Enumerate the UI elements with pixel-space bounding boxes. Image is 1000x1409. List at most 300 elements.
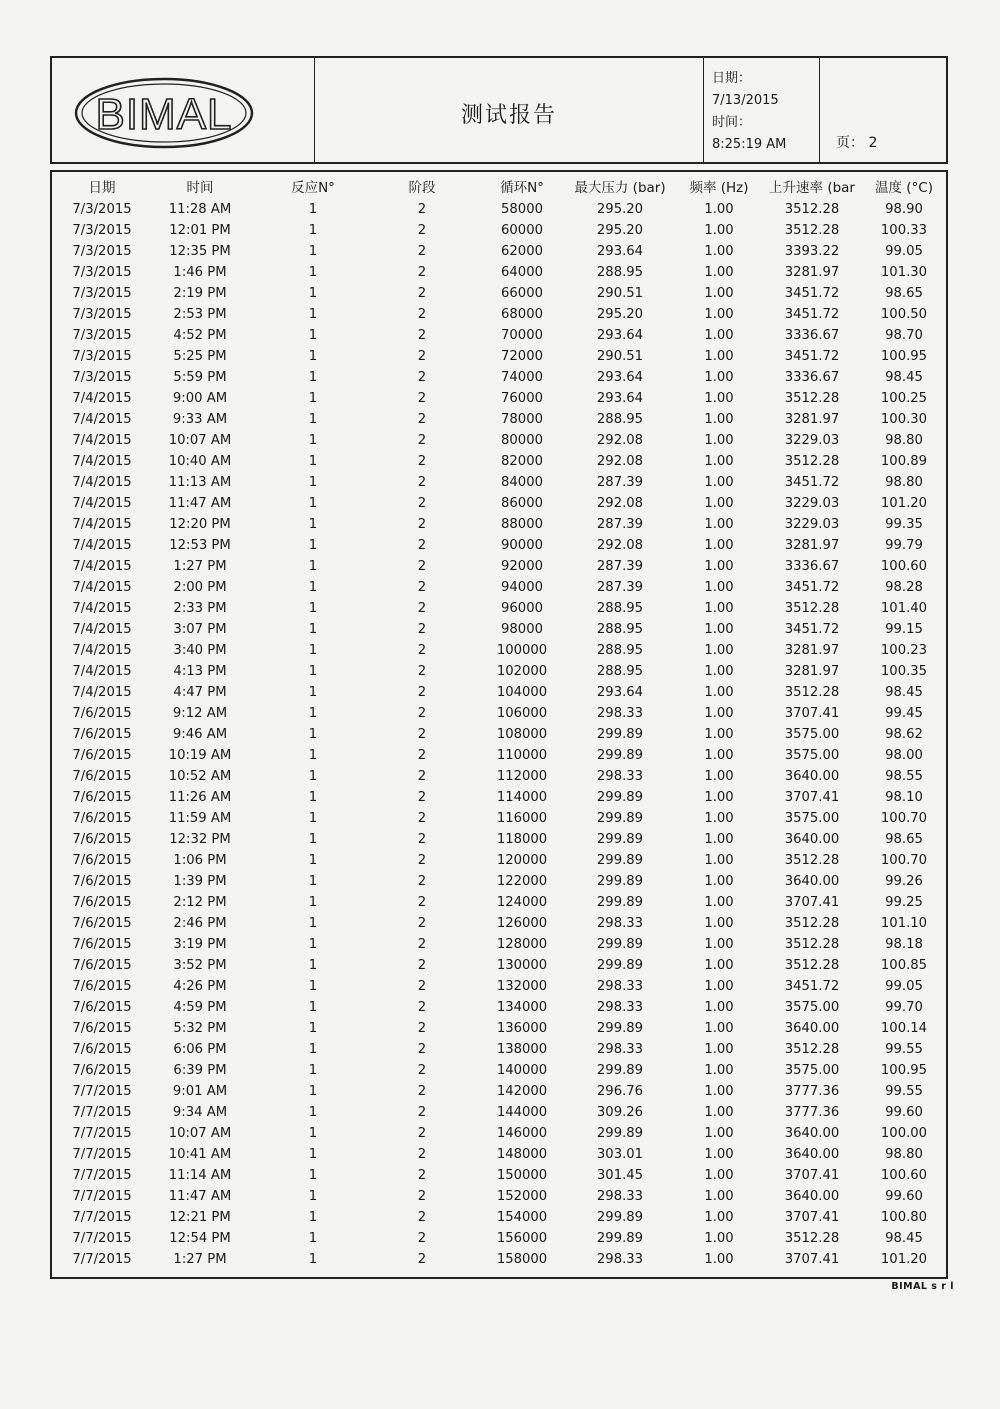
- cell-date: 7/3/2015: [72, 370, 132, 385]
- date-label: 日期：: [712, 71, 752, 86]
- cell-cycle: 132000: [496, 979, 548, 994]
- cell-cycle: 94000: [501, 580, 543, 595]
- cell-cycle: 120000: [496, 853, 548, 868]
- cell-max-pressure: 288.95: [596, 601, 644, 616]
- cell-temperature: 99.35: [885, 517, 923, 532]
- cell-frequency: 1.00: [704, 979, 734, 994]
- cell-rise-rate: 3777.36: [784, 1084, 840, 1099]
- cell-reaction: 1: [308, 937, 318, 952]
- cell-stage: 2: [417, 223, 427, 238]
- cell-reaction: 1: [308, 1063, 318, 1078]
- cell-reaction: 1: [308, 1189, 318, 1204]
- datetime-cell: [704, 58, 820, 162]
- cell-time: 10:52 AM: [168, 769, 232, 784]
- cell-stage: 2: [417, 1042, 427, 1057]
- cell-reaction: 1: [308, 1147, 318, 1162]
- cell-reaction: 1: [308, 223, 318, 238]
- cell-temperature: 98.65: [885, 832, 923, 847]
- cell-frequency: 1.00: [704, 958, 734, 973]
- cell-max-pressure: 293.64: [596, 370, 644, 385]
- cell-stage: 2: [417, 832, 427, 847]
- cell-temperature: 101.40: [880, 601, 928, 616]
- cell-date: 7/6/2015: [72, 769, 132, 784]
- cell-max-pressure: 299.89: [596, 727, 644, 742]
- cell-max-pressure: 298.33: [596, 979, 644, 994]
- cell-reaction: 1: [308, 580, 318, 595]
- cell-max-pressure: 288.95: [596, 622, 644, 637]
- table-row: [52, 725, 946, 746]
- cell-time: 2:12 PM: [173, 895, 227, 910]
- cell-rise-rate: 3451.72: [784, 475, 840, 490]
- table-row: [52, 368, 946, 389]
- cell-rise-rate: 3575.00: [784, 1000, 840, 1015]
- cell-max-pressure: 292.08: [596, 496, 644, 511]
- cell-reaction: 1: [308, 643, 318, 658]
- cell-cycle: 92000: [501, 559, 543, 574]
- table-row: [52, 746, 946, 767]
- table-row: [52, 767, 946, 788]
- cell-time: 12:20 PM: [169, 517, 231, 532]
- cell-time: 12:53 PM: [169, 538, 231, 553]
- cell-reaction: 1: [308, 496, 318, 511]
- cell-rise-rate: 3512.28: [784, 685, 840, 700]
- cell-cycle: 68000: [501, 307, 543, 322]
- cell-temperature: 100.60: [880, 1168, 928, 1183]
- cell-max-pressure: 298.33: [596, 1000, 644, 1015]
- cell-rise-rate: 3512.28: [784, 1042, 840, 1057]
- cell-max-pressure: 293.64: [596, 685, 644, 700]
- col-header-cycle: 循环N°: [500, 180, 544, 196]
- cell-cycle: 158000: [496, 1252, 548, 1267]
- cell-time: 10:41 AM: [168, 1147, 232, 1162]
- cell-date: 7/6/2015: [72, 790, 132, 805]
- cell-time: 10:19 AM: [168, 748, 232, 763]
- cell-temperature: 99.26: [885, 874, 923, 889]
- cell-rise-rate: 3512.28: [784, 454, 840, 469]
- cell-stage: 2: [417, 622, 427, 637]
- cell-frequency: 1.00: [704, 391, 734, 406]
- cell-frequency: 1.00: [704, 307, 734, 322]
- cell-max-pressure: 287.39: [596, 559, 644, 574]
- table-row: [52, 1019, 946, 1040]
- cell-frequency: 1.00: [704, 1252, 734, 1267]
- cell-time: 11:14 AM: [168, 1168, 232, 1183]
- cell-cycle: 122000: [496, 874, 548, 889]
- cell-rise-rate: 3640.00: [784, 1021, 840, 1036]
- cell-reaction: 1: [308, 874, 318, 889]
- cell-temperature: 100.50: [880, 307, 928, 322]
- cell-rise-rate: 3229.03: [784, 496, 840, 511]
- cell-frequency: 1.00: [704, 328, 734, 343]
- cell-stage: 2: [417, 790, 427, 805]
- cell-rise-rate: 3640.00: [784, 1189, 840, 1204]
- cell-max-pressure: 299.89: [596, 832, 644, 847]
- cell-max-pressure: 299.89: [596, 811, 644, 826]
- cell-max-pressure: 292.08: [596, 454, 644, 469]
- cell-time: 2:33 PM: [173, 601, 227, 616]
- cell-frequency: 1.00: [704, 265, 734, 280]
- cell-reaction: 1: [308, 706, 318, 721]
- cell-frequency: 1.00: [704, 559, 734, 574]
- cell-temperature: 99.25: [885, 895, 923, 910]
- table-row: [52, 200, 946, 221]
- cell-stage: 2: [417, 1000, 427, 1015]
- col-header-rise-rate: 上升速率 (bar: [769, 180, 855, 196]
- cell-date: 7/6/2015: [72, 979, 132, 994]
- cell-rise-rate: 3707.41: [784, 895, 840, 910]
- cell-time: 4:52 PM: [173, 328, 227, 343]
- cell-frequency: 1.00: [704, 622, 734, 637]
- cell-temperature: 99.70: [885, 1000, 923, 1015]
- cell-frequency: 1.00: [704, 706, 734, 721]
- cell-reaction: 1: [308, 622, 318, 637]
- cell-rise-rate: 3281.97: [784, 412, 840, 427]
- cell-rise-rate: 3575.00: [784, 727, 840, 742]
- cell-time: 4:47 PM: [173, 685, 227, 700]
- cell-temperature: 99.79: [885, 538, 923, 553]
- cell-max-pressure: 299.89: [596, 937, 644, 952]
- cell-temperature: 100.70: [880, 853, 928, 868]
- cell-date: 7/3/2015: [72, 265, 132, 280]
- cell-reaction: 1: [308, 664, 318, 679]
- cell-reaction: 1: [308, 265, 318, 280]
- cell-time: 1:06 PM: [173, 853, 227, 868]
- cell-cycle: 156000: [496, 1231, 548, 1246]
- cell-rise-rate: 3393.22: [784, 244, 840, 259]
- cell-time: 5:59 PM: [173, 370, 227, 385]
- cell-max-pressure: 290.51: [596, 286, 644, 301]
- cell-frequency: 1.00: [704, 643, 734, 658]
- cell-date: 7/7/2015: [72, 1105, 132, 1120]
- table-row: [52, 683, 946, 704]
- cell-time: 10:07 AM: [168, 1126, 232, 1141]
- cell-reaction: 1: [308, 1210, 318, 1225]
- table-row: [52, 998, 946, 1019]
- col-header-time: 时间: [186, 180, 214, 196]
- cell-frequency: 1.00: [704, 748, 734, 763]
- cell-time: 6:06 PM: [173, 1042, 227, 1057]
- cell-temperature: 100.25: [880, 391, 928, 406]
- cell-frequency: 1.00: [704, 223, 734, 238]
- cell-date: 7/3/2015: [72, 328, 132, 343]
- cell-date: 7/4/2015: [72, 538, 132, 553]
- cell-cycle: 74000: [501, 370, 543, 385]
- cell-time: 1:27 PM: [173, 559, 227, 574]
- cell-date: 7/6/2015: [72, 895, 132, 910]
- cell-max-pressure: 303.01: [596, 1147, 644, 1162]
- table-row: [52, 1250, 946, 1271]
- table-row: [52, 347, 946, 368]
- cell-reaction: 1: [308, 769, 318, 784]
- cell-max-pressure: 288.95: [596, 643, 644, 658]
- cell-rise-rate: 3229.03: [784, 517, 840, 532]
- cell-rise-rate: 3281.97: [784, 265, 840, 280]
- cell-cycle: 138000: [496, 1042, 548, 1057]
- cell-time: 12:35 PM: [169, 244, 231, 259]
- table-header: [52, 176, 946, 202]
- cell-time: 9:01 AM: [172, 1084, 228, 1099]
- cell-rise-rate: 3512.28: [784, 916, 840, 931]
- cell-date: 7/4/2015: [72, 496, 132, 511]
- cell-time: 2:53 PM: [173, 307, 227, 322]
- cell-date: 7/7/2015: [72, 1147, 132, 1162]
- cell-reaction: 1: [308, 979, 318, 994]
- cell-reaction: 1: [308, 349, 318, 364]
- cell-frequency: 1.00: [704, 433, 734, 448]
- cell-reaction: 1: [308, 370, 318, 385]
- title-cell: [315, 58, 704, 162]
- cell-date: 7/7/2015: [72, 1084, 132, 1099]
- cell-temperature: 98.45: [885, 370, 923, 385]
- cell-time: 3:52 PM: [173, 958, 227, 973]
- cell-rise-rate: 3512.28: [784, 958, 840, 973]
- cell-date: 7/3/2015: [72, 244, 132, 259]
- cell-date: 7/4/2015: [72, 664, 132, 679]
- cell-stage: 2: [417, 1189, 427, 1204]
- cell-cycle: 96000: [501, 601, 543, 616]
- cell-rise-rate: 3336.67: [784, 328, 840, 343]
- cell-time: 4:59 PM: [173, 1000, 227, 1015]
- cell-reaction: 1: [308, 1252, 318, 1267]
- cell-cycle: 82000: [501, 454, 543, 469]
- cell-cycle: 126000: [496, 916, 548, 931]
- cell-reaction: 1: [308, 202, 318, 217]
- cell-time: 2:00 PM: [173, 580, 227, 595]
- cell-stage: 2: [417, 286, 427, 301]
- cell-frequency: 1.00: [704, 496, 734, 511]
- cell-date: 7/7/2015: [72, 1189, 132, 1204]
- cell-date: 7/6/2015: [72, 727, 132, 742]
- cell-cycle: 86000: [501, 496, 543, 511]
- cell-reaction: 1: [308, 916, 318, 931]
- table-row: [52, 641, 946, 662]
- cell-frequency: 1.00: [704, 349, 734, 364]
- cell-cycle: 142000: [496, 1084, 548, 1099]
- table-row: [52, 977, 946, 998]
- cell-max-pressure: 299.89: [596, 895, 644, 910]
- cell-rise-rate: 3640.00: [784, 1147, 840, 1162]
- cell-max-pressure: 293.64: [596, 391, 644, 406]
- cell-max-pressure: 288.95: [596, 265, 644, 280]
- cell-max-pressure: 290.51: [596, 349, 644, 364]
- cell-frequency: 1.00: [704, 811, 734, 826]
- table-row: [52, 893, 946, 914]
- time-value: 8:25:19 AM: [712, 137, 787, 152]
- cell-reaction: 1: [308, 328, 318, 343]
- table-row: [52, 305, 946, 326]
- cell-stage: 2: [417, 580, 427, 595]
- cell-temperature: 99.60: [885, 1189, 923, 1204]
- cell-frequency: 1.00: [704, 1168, 734, 1183]
- cell-date: 7/6/2015: [72, 1042, 132, 1057]
- cell-max-pressure: 293.64: [596, 328, 644, 343]
- cell-date: 7/6/2015: [72, 853, 132, 868]
- cell-temperature: 100.30: [880, 412, 928, 427]
- cell-max-pressure: 287.39: [596, 475, 644, 490]
- cell-date: 7/4/2015: [72, 559, 132, 574]
- cell-rise-rate: 3575.00: [784, 811, 840, 826]
- cell-date: 7/4/2015: [72, 601, 132, 616]
- page-number: [836, 132, 877, 152]
- table-row: [52, 956, 946, 977]
- cell-cycle: 80000: [501, 433, 543, 448]
- cell-stage: 2: [417, 685, 427, 700]
- cell-time: 4:26 PM: [173, 979, 227, 994]
- cell-temperature: 100.80: [880, 1210, 928, 1225]
- table-row: [52, 494, 946, 515]
- cell-frequency: 1.00: [704, 769, 734, 784]
- cell-max-pressure: 299.89: [596, 1126, 644, 1141]
- cell-reaction: 1: [308, 1042, 318, 1057]
- cell-stage: 2: [417, 517, 427, 532]
- cell-cycle: 140000: [496, 1063, 548, 1078]
- cell-rise-rate: 3451.72: [784, 307, 840, 322]
- cell-reaction: 1: [308, 286, 318, 301]
- cell-stage: 2: [417, 265, 427, 280]
- cell-date: 7/4/2015: [72, 517, 132, 532]
- cell-temperature: 99.55: [885, 1084, 923, 1099]
- cell-date: 7/3/2015: [72, 307, 132, 322]
- cell-date: 7/4/2015: [72, 391, 132, 406]
- cell-cycle: 148000: [496, 1147, 548, 1162]
- cell-frequency: 1.00: [704, 895, 734, 910]
- cell-max-pressure: 293.64: [596, 244, 644, 259]
- cell-rise-rate: 3512.28: [784, 853, 840, 868]
- cell-reaction: 1: [308, 1084, 318, 1099]
- cell-date: 7/4/2015: [72, 412, 132, 427]
- cell-date: 7/6/2015: [72, 1000, 132, 1015]
- cell-date: 7/6/2015: [72, 874, 132, 889]
- table-row: [52, 620, 946, 641]
- cell-time: 2:19 PM: [173, 286, 227, 301]
- cell-time: 5:25 PM: [173, 349, 227, 364]
- cell-max-pressure: 299.89: [596, 958, 644, 973]
- cell-reaction: 1: [308, 958, 318, 973]
- cell-rise-rate: 3451.72: [784, 286, 840, 301]
- logo-text: BIMAL: [95, 90, 233, 139]
- cell-temperature: 98.45: [885, 1231, 923, 1246]
- cell-cycle: 98000: [501, 622, 543, 637]
- table-row: [52, 557, 946, 578]
- table-row: [52, 326, 946, 347]
- cell-rise-rate: 3281.97: [784, 664, 840, 679]
- cell-temperature: 100.60: [880, 559, 928, 574]
- cell-reaction: 1: [308, 517, 318, 532]
- cell-rise-rate: 3777.36: [784, 1105, 840, 1120]
- cell-reaction: 1: [308, 307, 318, 322]
- table-row: [52, 284, 946, 305]
- cell-rise-rate: 3512.28: [784, 937, 840, 952]
- cell-rise-rate: 3575.00: [784, 748, 840, 763]
- table-row: [52, 221, 946, 242]
- cell-stage: 2: [417, 433, 427, 448]
- cell-frequency: 1.00: [704, 1105, 734, 1120]
- cell-temperature: 98.18: [885, 937, 923, 952]
- cell-frequency: 1.00: [704, 1063, 734, 1078]
- cell-temperature: 98.80: [885, 433, 923, 448]
- cell-cycle: 78000: [501, 412, 543, 427]
- date-value: 7/13/2015: [712, 93, 779, 108]
- col-header-temperature: 温度 (°C): [874, 180, 934, 196]
- cell-time: 12:54 PM: [169, 1231, 231, 1246]
- cell-temperature: 101.10: [880, 916, 928, 931]
- cell-cycle: 62000: [501, 244, 543, 259]
- cell-stage: 2: [417, 370, 427, 385]
- cell-date: 7/6/2015: [72, 937, 132, 952]
- cell-frequency: 1.00: [704, 538, 734, 553]
- cell-stage: 2: [417, 538, 427, 553]
- cell-temperature: 98.55: [885, 769, 923, 784]
- cell-temperature: 100.14: [880, 1021, 928, 1036]
- cell-stage: 2: [417, 1126, 427, 1141]
- cell-reaction: 1: [308, 790, 318, 805]
- cell-date: 7/6/2015: [72, 1063, 132, 1078]
- cell-temperature: 98.65: [885, 286, 923, 301]
- cell-time: 11:47 AM: [168, 496, 232, 511]
- cell-temperature: 98.90: [885, 202, 923, 217]
- cell-rise-rate: 3336.67: [784, 559, 840, 574]
- cell-date: 7/4/2015: [72, 454, 132, 469]
- cell-time: 11:59 AM: [168, 811, 232, 826]
- cell-reaction: 1: [308, 412, 318, 427]
- cell-stage: 2: [417, 1084, 427, 1099]
- table-row: [52, 662, 946, 683]
- cell-rise-rate: 3281.97: [784, 643, 840, 658]
- col-header-max-pressure: 最大压力 (bar): [574, 180, 666, 196]
- cell-frequency: 1.00: [704, 916, 734, 931]
- cell-time: 10:07 AM: [168, 433, 232, 448]
- table-row: [52, 830, 946, 851]
- cell-reaction: 1: [308, 1000, 318, 1015]
- cell-rise-rate: 3512.28: [784, 1231, 840, 1246]
- cell-cycle: 90000: [501, 538, 543, 553]
- page-cell: [820, 58, 946, 162]
- cell-temperature: 100.85: [880, 958, 928, 973]
- cell-stage: 2: [417, 496, 427, 511]
- cell-frequency: 1.00: [704, 1126, 734, 1141]
- cell-frequency: 1.00: [704, 664, 734, 679]
- cell-temperature: 100.95: [880, 1063, 928, 1078]
- table-row: [52, 1082, 946, 1103]
- cell-stage: 2: [417, 1210, 427, 1225]
- cell-max-pressure: 292.08: [596, 433, 644, 448]
- cell-temperature: 101.30: [880, 265, 928, 280]
- cell-frequency: 1.00: [704, 601, 734, 616]
- cell-time: 9:46 AM: [172, 727, 228, 742]
- cell-cycle: 114000: [496, 790, 548, 805]
- cell-rise-rate: 3640.00: [784, 1126, 840, 1141]
- cell-frequency: 1.00: [704, 790, 734, 805]
- cell-stage: 2: [417, 895, 427, 910]
- table-row: [52, 914, 946, 935]
- cell-max-pressure: 298.33: [596, 1252, 644, 1267]
- cell-time: 9:12 AM: [172, 706, 228, 721]
- cell-frequency: 1.00: [704, 1084, 734, 1099]
- cell-date: 7/3/2015: [72, 202, 132, 217]
- table-row: [52, 431, 946, 452]
- cell-stage: 2: [417, 664, 427, 679]
- cell-stage: 2: [417, 979, 427, 994]
- cell-max-pressure: 298.33: [596, 1042, 644, 1057]
- table-row: [52, 242, 946, 263]
- cell-frequency: 1.00: [704, 454, 734, 469]
- cell-reaction: 1: [308, 1021, 318, 1036]
- cell-cycle: 104000: [496, 685, 548, 700]
- cell-stage: 2: [417, 853, 427, 868]
- cell-frequency: 1.00: [704, 853, 734, 868]
- cell-rise-rate: 3640.00: [784, 874, 840, 889]
- cell-frequency: 1.00: [704, 1000, 734, 1015]
